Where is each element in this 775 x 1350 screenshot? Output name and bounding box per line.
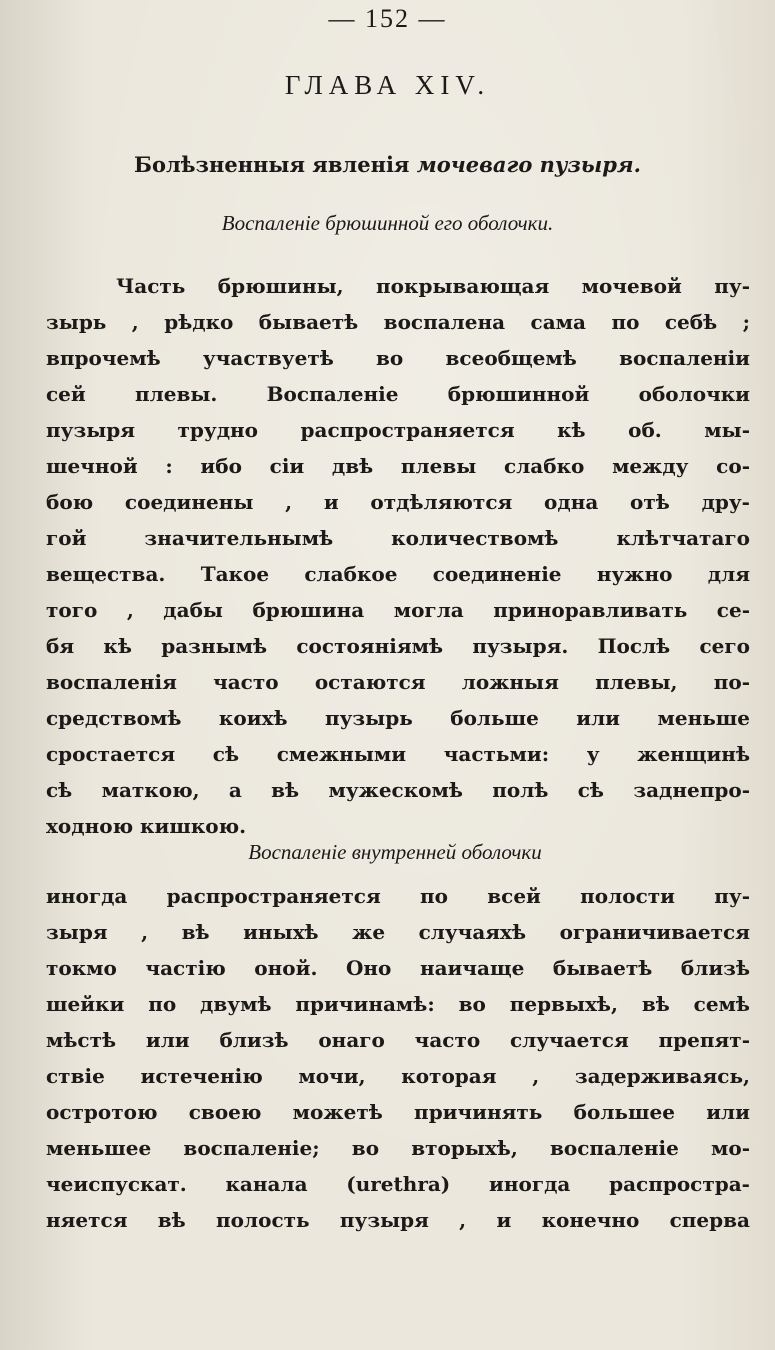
text-line: иногда распространяется по всей полости пу- [46,884,750,908]
text-line: сѣ маткою, а вѣ мужескомѣ полѣ сѣ заднепро- [46,778,750,802]
chapter-title: ГЛАВА XIV. [284,70,491,100]
section-title-part1: Болѣзненныя явленія [134,152,410,177]
text-line: пузыря трудно распространяется кѣ об. мы- [46,418,750,442]
text-line: шейки по двумѣ причинамѣ: во первыхѣ, вѣ семѣ [46,992,750,1016]
page-number: — 152 — [328,4,447,33]
text-line: впрочемѣ участвуетѣ во всеобщемѣ воспаленіи [46,346,750,370]
text-line: бою соединены , и отдѣляются одна отѣ дру- [46,490,750,514]
text-line: няется вѣ полость пузыря , и конечно сперва [46,1208,750,1232]
text-line: меньшее воспаленіе; во вторыхѣ, воспаленіе мо- [46,1136,750,1160]
text-line: остротою своею можетѣ причинять большее или [46,1100,750,1124]
text-line: сей плевы. Воспаленіе брюшинной оболочки [46,382,750,406]
text-line: бя кѣ разнымѣ состояніямѣ пузыря. Послѣ сего [46,634,750,658]
text-line: ствіе истеченію мочи, которая , задерживаясь, [46,1064,750,1088]
text-line: зырь , рѣдко бываетѣ воспалена сама по себѣ ; [46,310,750,334]
text-line: чеиспускат. канала (urethra) иногда распростра- [46,1172,750,1196]
section-title [0,152,775,177]
paragraph-1 [46,268,750,844]
subsection-2-title: Воспаленіе внутренней оболочки [248,840,542,864]
text-line: зыря , вѣ иныхѣ же случаяхѣ ограничивается [46,920,750,944]
text-line: гой значительнымѣ количествомѣ клѣтчатаго [46,526,750,550]
text-line: того , дабы брюшина могла приноравливать се- [46,598,750,622]
text-line: сростается сѣ смежными частьми: у женщинѣ [46,742,750,766]
paragraph-2 [46,878,750,1238]
text-line: ходною кишкою. [46,814,247,838]
text-line: воспаленія часто остаются ложныя плевы, по- [46,670,750,694]
text-line: средствомѣ коихѣ пузырь больше или меньше [46,706,750,730]
text-line: вещества. Такое слабкое соединеніе нужно для [46,562,750,586]
section-title-part2: мочеваго пузыря. [416,152,641,177]
text-line: мѣстѣ или близѣ онаго часто случается препят- [46,1028,750,1052]
text-line: Часть брюшины, покрывающая мочевой пу- [116,274,750,298]
text-line: токмо частію оной. Оно наичаще бываетѣ близѣ [46,956,750,980]
subsection-title: Воспаленіе брюшинной его оболочки. [221,211,554,235]
text-line: шечной : ибо сіи двѣ плевы слабко между со- [46,454,750,478]
